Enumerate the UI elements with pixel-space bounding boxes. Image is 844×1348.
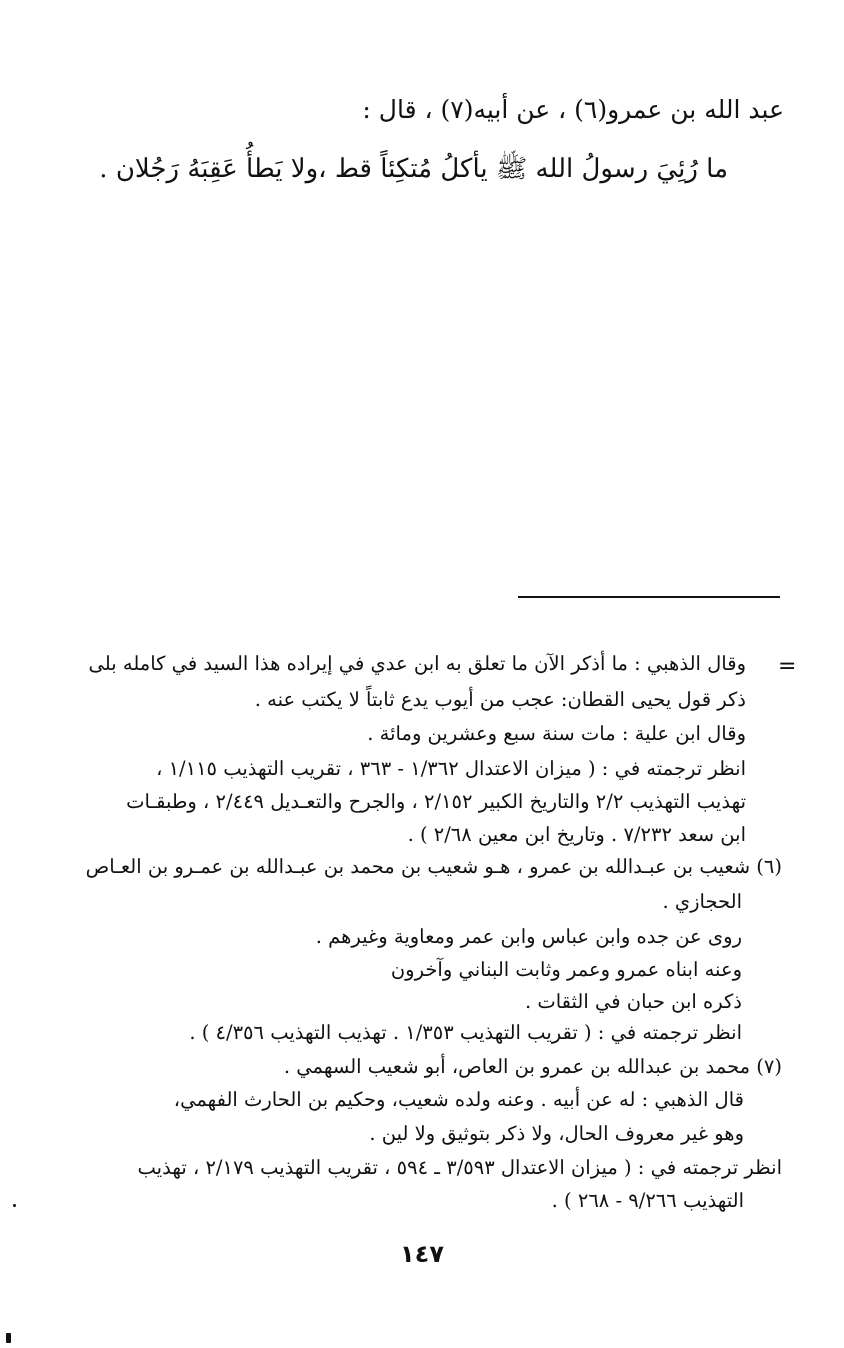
footnote-line: ابن سعد ٧/٢٣٢ . وتاريخ ابن معين ٢/٦٨ ) .	[407, 823, 746, 846]
footnote-6-line: الحجازي .	[662, 890, 742, 913]
footnote-separator	[518, 596, 780, 598]
footnote-line: وقال الذهبي : ما أذكر الآن ما تعلق به ابن عدي في إيراده هذا السيد في كامله بلى	[88, 652, 746, 675]
scan-speck	[13, 1204, 16, 1207]
footnote-6-line: انظر ترجمته في : ( تقريب التهذيب ١/٣٥٣ . تهذيب التهذيب ٤/٣٥٦ ) .	[189, 1021, 742, 1044]
scan-speck	[6, 1333, 11, 1343]
footnote-7-line: وهو غير معروف الحال، ولا ذكر بتوثيق ولا لين .	[369, 1122, 744, 1145]
footnote-7-line: التهذيب ٩/٢٦٦ - ٢٦٨ ) .	[551, 1189, 744, 1212]
footnote-6-line: ذكره ابن حبان في الثقات .	[524, 990, 742, 1013]
main-text-line-1: عبد الله بن عمرو(٦) ، عن أبيه(٧) ، قال :	[362, 95, 784, 124]
footnote-6-line: روى عن جده وابن عباس وابن عمر ومعاوية وغيرهم .	[315, 925, 742, 948]
footnote-line: انظر ترجمته في : ( ميزان الاعتدال ١/٣٦٢ - ٣٦٣ ، تقريب التهذيب ١/١١٥ ،	[156, 757, 746, 780]
footnote-line: وقال ابن علية : مات سنة سبع وعشرين ومائة .	[367, 722, 746, 745]
footnote-line: تهذيب التهذيب ٢/٢ والتاريخ الكبير ٢/١٥٢ ، والجرح والتعـديل ٢/٤٤٩ ، وطبقـات	[126, 790, 746, 813]
page-number: ١٤٧	[400, 1240, 444, 1268]
footnote-7-line: (٧) محمد بن عبدالله بن عمرو بن العاص، أبو شعيب السهمي .	[283, 1055, 782, 1078]
footnote-7-line: قال الذهبي : له عن أبيه . وعنه ولده شعيب، وحكيم بن الحارث الفهمي،	[173, 1088, 744, 1111]
footnote-7-line: انظر ترجمته في : ( ميزان الاعتدال ٣/٥٩٣ ـ ٥٩٤ ، تقريب التهذيب ٢/١٧٩ ، تهذيب	[137, 1156, 782, 1179]
footnote-6-line: وعنه ابناه عمرو وعمر وثابت البناني وآخرون	[390, 958, 742, 981]
continuation-marker: =	[778, 654, 797, 679]
footnote-line: ذكر قول يحيى القطان: عجب من أيوب يدع ثابتاً لا يكتب عنه .	[254, 688, 746, 711]
footnote-6-line: (٦) شعيب بن عبـدالله بن عمرو ، هـو شعيب بن محمد بن عبـدالله بن عمـرو بن العـاص	[85, 855, 782, 878]
main-text-line-2: ما رُئِيَ رسولُ الله ﷺ يأكلُ مُتكِئاً قط ،ولا يَطأُ عَقِبَهُ رَجُلان .	[99, 154, 728, 184]
